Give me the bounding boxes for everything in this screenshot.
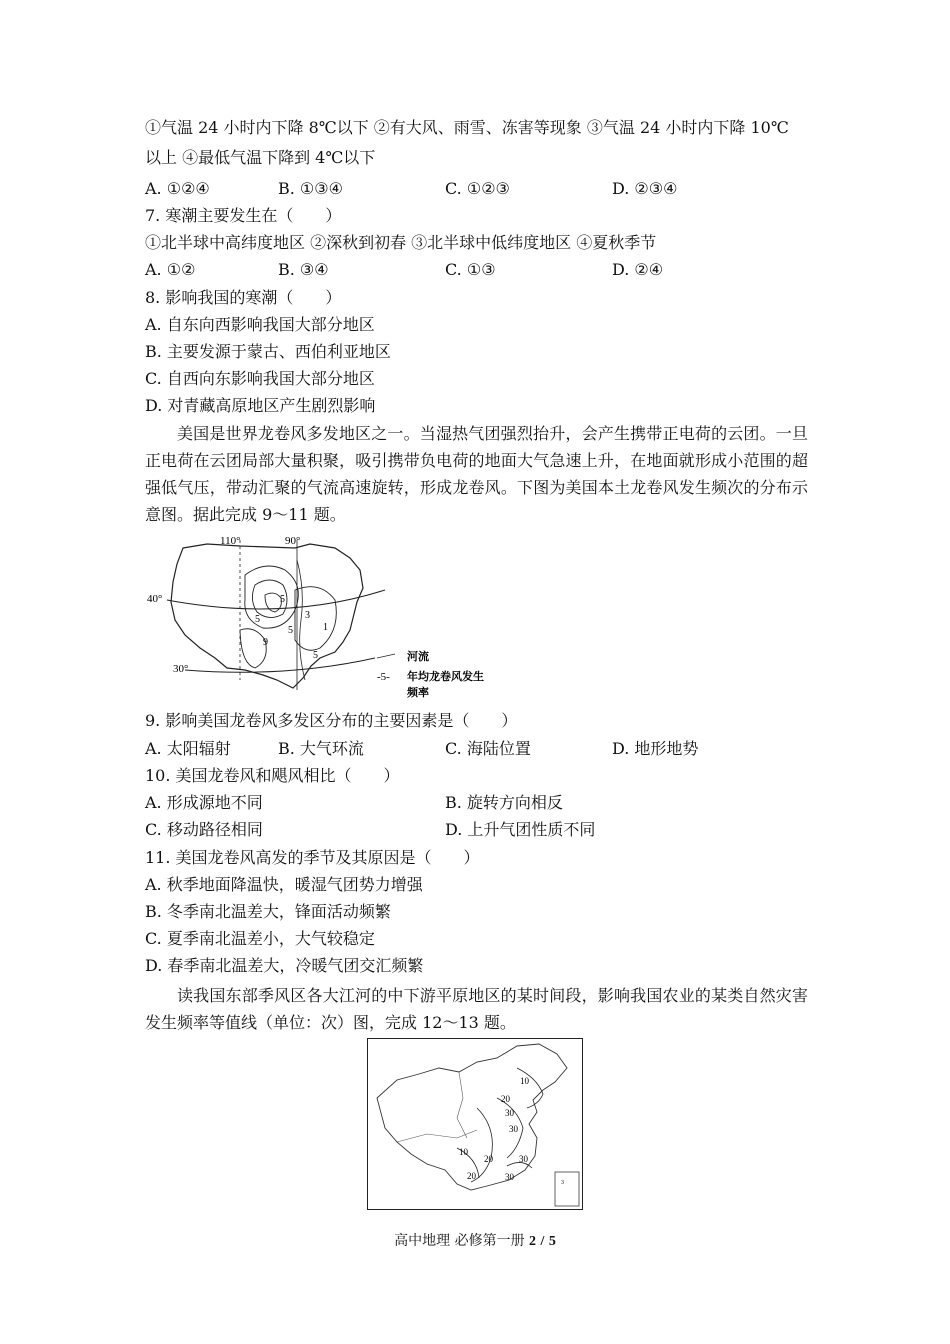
q11-option-a: A. 秋季地面降温快，暖湿气团势力增强 [145, 875, 423, 894]
footer-page-total: 5 [548, 1234, 556, 1249]
contour-label: 30 [519, 1154, 528, 1164]
contour-label: 10 [459, 1147, 468, 1157]
contour-label: 30 [509, 1124, 518, 1134]
q6-items-line2: 以上 ④最低气温下降到 4℃以下 [145, 148, 376, 167]
q10-option-c: C. 移动路径相同 [145, 820, 263, 839]
contour-label: 5 [288, 625, 293, 636]
contour-label: 30 [505, 1108, 514, 1118]
contour-label: 5 [255, 614, 260, 625]
q9-option-d: D. 地形地势 [612, 739, 699, 758]
lon-label-110: 110° [220, 535, 241, 547]
contour-label: 20 [501, 1094, 510, 1104]
contour-label: 3 [305, 610, 310, 621]
q9-option-a: A. 太阳辐射 [145, 739, 231, 758]
q6-option-c: C. ①②③ [445, 179, 510, 198]
q6-option-d: D. ②③④ [612, 179, 678, 198]
q10-stem: 10. 美国龙卷风和飓风相比（ ） [145, 766, 400, 785]
q10-option-b: B. 旋转方向相反 [445, 793, 563, 812]
footer-page-number: 2 [529, 1234, 537, 1249]
q8-option-c: C. 自西向东影响我国大部分地区 [145, 369, 375, 388]
lat-label-40: 40° [147, 593, 163, 605]
q8-option-b: B. 主要发源于蒙古、西伯利亚地区 [145, 342, 391, 361]
lat-label-30: 30° [173, 663, 189, 675]
q9-stem: 9. 影响美国龙卷风多发区分布的主要因素是（ ） [145, 711, 518, 730]
legend-contour-symbol: -5- [377, 671, 390, 683]
q6-option-a: A. ①②④ [145, 179, 210, 198]
legend-contour-label-2: 频率 [407, 687, 429, 699]
passage-disaster: 读我国东部季风区各大江河的中下游平原地区的某时间段，影响我国农业的某类自然灾害发生频率等值线（单位：次）图，完成 12～13 题。 [145, 986, 808, 1032]
q7-option-c: C. ①③ [445, 260, 496, 279]
q11-option-c: C. 夏季南北温差小，大气较稳定 [145, 929, 375, 948]
legend-river-label: 河流 [407, 651, 429, 663]
q6-items-line1: ①气温 24 小时内下降 8℃以下 ②有大风、雨雪、冻害等现象 ③气温 24 小时内下降 10℃ [145, 118, 789, 137]
q11-option-d: D. 春季南北温差大，冷暖气团交汇频繁 [145, 956, 424, 975]
contour-label: 20 [467, 1171, 476, 1181]
q10-option-a: A. 形成源地不同 [145, 793, 263, 812]
contour-label: 1 [323, 622, 328, 633]
q7-option-d: D. ②④ [612, 260, 664, 279]
contour-label: 30 [505, 1172, 514, 1182]
contour-label: 20 [484, 1154, 493, 1164]
q9-option-c: C. 海陆位置 [445, 739, 531, 758]
q7-items: ①北半球中高纬度地区 ②深秋到初春 ③北半球中低纬度地区 ④夏秋季节 [145, 233, 657, 252]
lon-label-90: 90° [285, 535, 301, 547]
q10-option-d: D. 上升气团性质不同 [445, 820, 596, 839]
contour-label: 5 [313, 650, 318, 661]
q11-option-b: B. 冬季南北温差大，锋面活动频繁 [145, 902, 391, 921]
q7-option-b: B. ③④ [278, 260, 329, 279]
q8-option-a: A. 自东向西影响我国大部分地区 [145, 315, 375, 334]
q7-stem: 7. 寒潮主要发生在（ ） [145, 206, 342, 225]
passage-tornado: 美国是世界龙卷风多发地区之一。当湿热气团强烈抬升，会产生携带正电荷的云团。一旦正电荷在云团局部大量积聚，吸引携带负电荷的地面大气急速上升，在地面就形成小范围的超强低气压，带动汇聚的气流高速旋转，形成龙卷风。下图为美国本土龙卷风发生频次的分布示意图。据此完成 9～11 题。 [145, 424, 808, 524]
contour-label: 5 [280, 594, 285, 605]
svg-text:3: 3 [561, 1180, 564, 1186]
us-tornado-map [145, 530, 505, 705]
q8-option-d: D. 对青藏高原地区产生剧烈影响 [145, 396, 376, 415]
contour-label: 10 [520, 1076, 529, 1086]
q8-stem: 8. 影响我国的寒潮（ ） [145, 288, 342, 307]
legend-contour-label-1: 年均龙卷风发生 [407, 671, 484, 683]
footer-title: 高中地理 必修第一册 [394, 1233, 525, 1249]
china-disaster-map [367, 1038, 583, 1210]
q11-stem: 11. 美国龙卷风高发的季节及其原因是（ ） [145, 848, 480, 867]
page-footer [0, 1232, 950, 1251]
q7-option-a: A. ①② [145, 260, 196, 279]
q6-option-b: B. ①③④ [278, 179, 343, 198]
q9-option-b: B. 大气环流 [278, 739, 364, 758]
footer-separator: / [540, 1234, 545, 1249]
contour-label: 9 [263, 637, 268, 648]
